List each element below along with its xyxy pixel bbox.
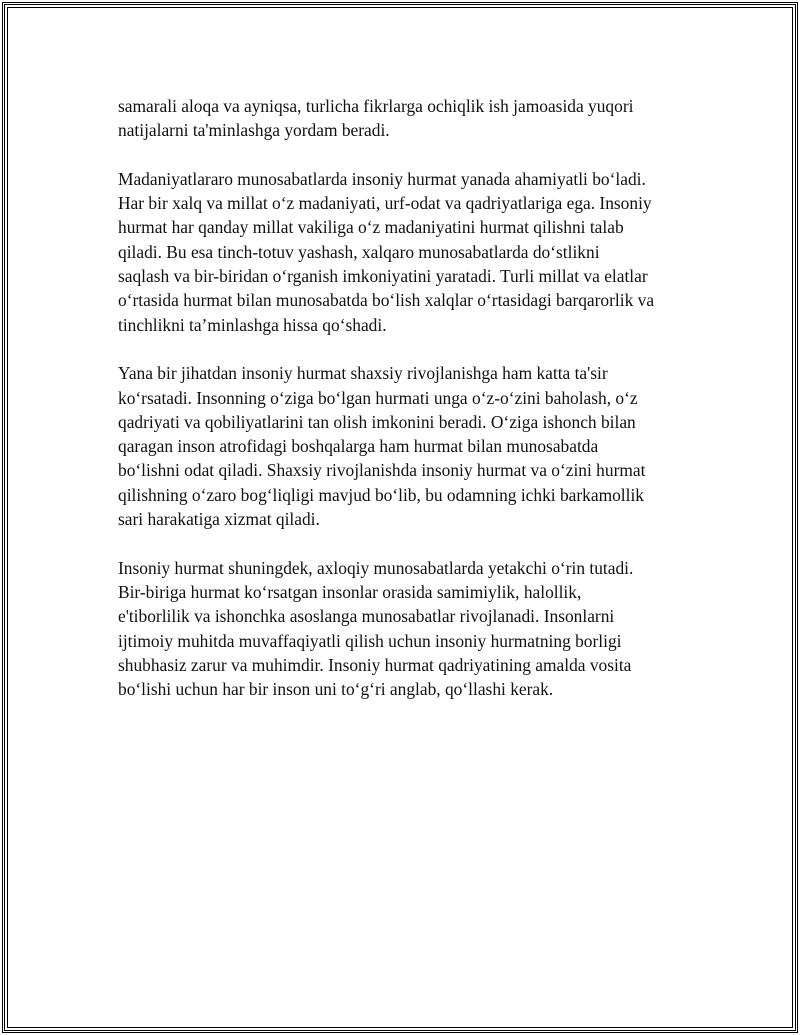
paragraph-1: samarali aloqa va ayniqsa, turlicha fikrlarga ochiqlik ish jamoasida yuqori natijalarni ta'minlashga yordam beradi. <box>118 96 634 141</box>
document-body <box>118 94 688 726</box>
paragraph-4: Insoniy hurmat shuningdek, axloqiy munosabatlarda yetakchi oʻrin tutadi. Bir-biriga hurmat koʻrsatgan insonlar orasida samimiylik, halollik, e'tiborlilik va ishonchka asoslanga munosabatlar rivojlanadi. Insonlarni ijtimoiy muhitda muvaffaqiyatli qilish uchun insoniy hurmatning borligi shubhasiz zarur va muhimdir. Insoniy hurmat qadriyatining amalda vosita boʻlishi uchun har bir inson uni toʻgʻri anglab, qoʻllashi kerak. <box>118 557 634 700</box>
paragraph-3: Yana bir jihatdan insoniy hurmat shaxsiy rivojlanishga ham katta ta'sir koʻrsatadi. Insonning oʻziga boʻlgan hurmati unga oʻz-oʻzini baholash, oʻz qadriyati va qobiliyatlarini tan olish imkonini beradi. Oʻziga ishonch bilan qaragan inson atrofidagi boshqalarga ham hurmat bilan munosabatda boʻlishni odat qiladi. Shaxsiy rivojlanishda insoniy hurmat va oʻzini hurmat qilishning oʻzaro bogʻliqligi mavjud boʻlib, bu odamning ichki barkamollik sari harakatiga xizmat qiladi. <box>118 363 646 530</box>
paragraph-2: Madaniyatlararo munosabatlarda insoniy hurmat yanada ahamiyatli boʻladi. Har bir xalq va millat oʻz madaniyati, urf-odat va qadriyatlariga ega. Insoniy hurmat har qanday millat vakiliga oʻz madaniyatini hurmat qilishni talab qiladi. Bu esa tinch-totuv yashash, xalqaro munosabatlarda doʻstlikni saqlash va bir-biridan oʻrganish imkoniyatini yaratadi. Turli millat va elatlar oʻrtasida hurmat bilan munosabatda boʻlish xalqlar oʻrtasidagi barqarorlik va tinchlikni taʼminlashga hissa qoʻshadi. <box>118 168 655 335</box>
